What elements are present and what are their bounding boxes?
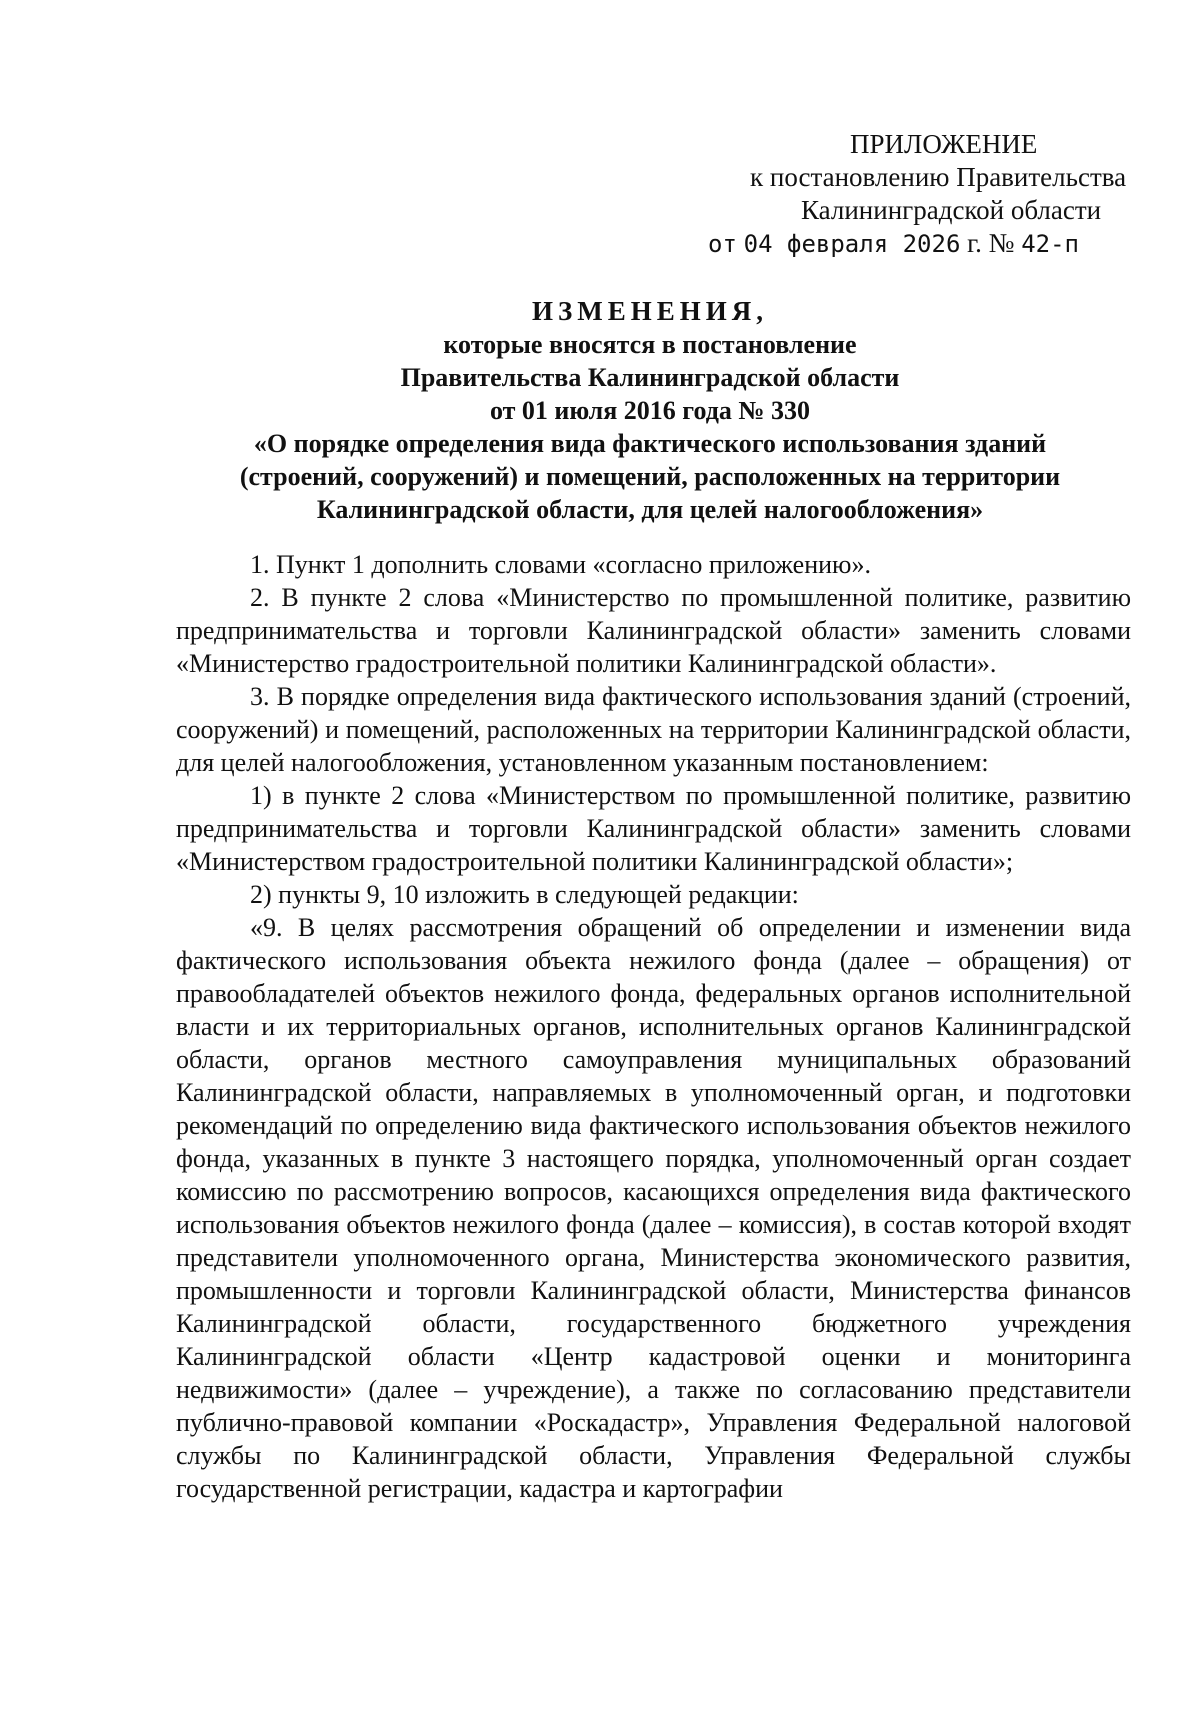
date-value: 04 февраля 2026 bbox=[743, 230, 961, 258]
date-mid: г. № bbox=[967, 228, 1015, 258]
appendix-block bbox=[700, 128, 1140, 261]
heading-line: от 01 июля 2016 года № 330 bbox=[490, 396, 810, 425]
appendix-title: ПРИЛОЖЕНИЕ bbox=[850, 129, 1038, 159]
paragraph: «9. В целях рассмотрения обращений об определении и изменении вида фактического использования объекта нежилого фонда (далее – обращения) от правообладателей объектов нежилого фонда, федеральных органов исполнительной власти и их территориальных органов, исполнительных органов Калининградской области, органов местного самоуправления муниципальных образований Калининградской области, направляемых в уполномоченный орган, и подготовки рекомендаций по определению вида фактического использования объектов нежилого фонда, указанных в пункте 3 настоящего порядка, уполномоченный орган создает комиссию по рассмотрению вопросов, касающихся определения вида фактического использования объектов нежилого фонда (далее – комиссия), в состав которой входят представители уполномоченного органа, Министерства экономического развития, промышленности и торговли Калининградской области, Министерства финансов Калининградской области, государственного бюджетного учреждения Калининградской области «Центр кадастровой оценки и мониторинга недвижимости» (далее – учреждение), а также по согласованию представители публично-правовой компании «Роскадастр», Управления Федеральной налоговой службы по Калининградской области, Управления Федеральной службы государственной регистрации, кадастра и картографии bbox=[176, 913, 1131, 1503]
paragraph: 2) пункты 9, 10 изложить в следующей редакции: bbox=[250, 880, 799, 909]
heading-title: ИЗМЕНЕНИЯ, bbox=[531, 296, 768, 326]
heading-line: Правительства Калининградской области bbox=[400, 363, 900, 392]
appendix-line-3: Калининградской области bbox=[801, 195, 1102, 225]
paragraph: 3. В порядке определения вида фактического использования зданий (строений, сооружений) и помещений, расположенных на территории Калининградской области, для целей налогообложения, установленном указанным постановлением: bbox=[176, 682, 1131, 777]
document-body bbox=[176, 548, 1131, 1505]
document-number: 42-п bbox=[1021, 230, 1079, 258]
heading-line: (строений, сооружений) и помещений, расположенных на территории bbox=[239, 462, 1061, 491]
paragraph: 1. Пункт 1 дополнить словами «согласно приложению». bbox=[250, 550, 871, 579]
appendix-line-2: к постановлению Правительства bbox=[750, 162, 1127, 192]
date-prefix: от bbox=[708, 230, 737, 258]
appendix-date-line bbox=[700, 227, 1140, 261]
paragraph: 1) в пункте 2 слова «Министерством по промышленной политике, развитию предпринимательства и торговли Калининградской области» заменить словами «Министерством градостроительной политики Калининградской области»; bbox=[176, 781, 1131, 876]
paragraph: 2. В пункте 2 слова «Министерство по промышленной политике, развитию предпринимательства и торговли Калининградской области» заменить словами «Министерство градостроительной политики Калининградской области». bbox=[176, 583, 1131, 678]
document-heading bbox=[170, 295, 1130, 526]
heading-line: которые вносятся в постановление bbox=[443, 330, 857, 359]
heading-line: Калининградской области, для целей налогообложения» bbox=[316, 495, 984, 524]
heading-line: «О порядке определения вида фактического использования зданий bbox=[253, 429, 1047, 458]
